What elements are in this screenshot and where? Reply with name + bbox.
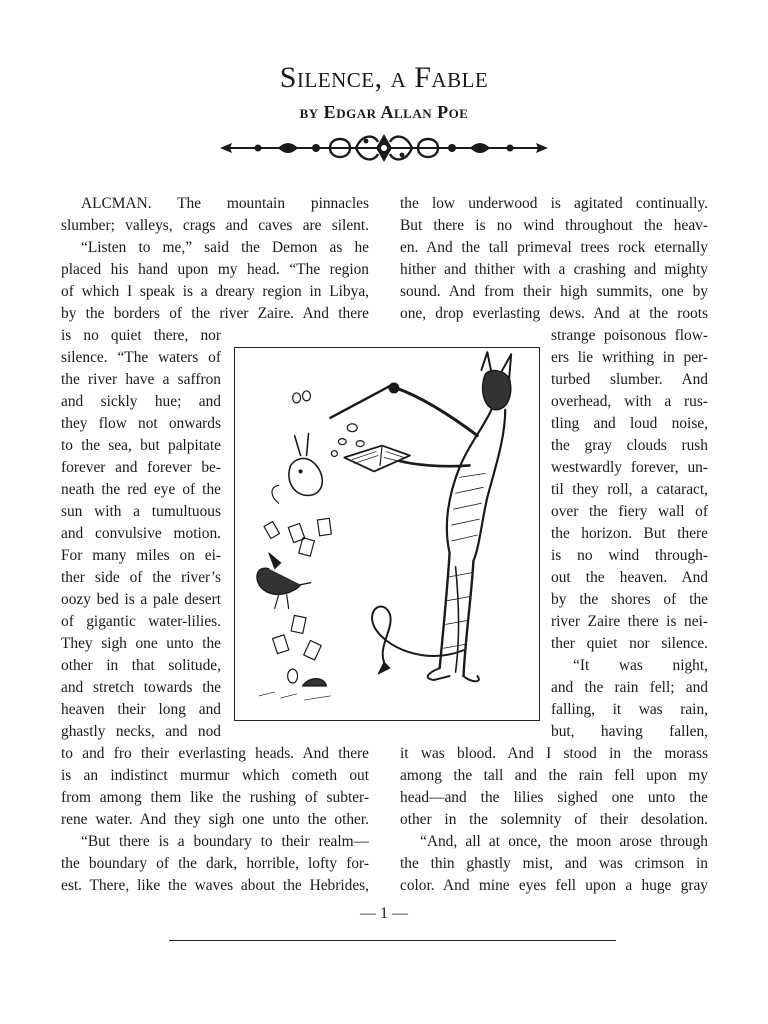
right-column-line: the gray clouds rush — [551, 437, 708, 454]
right-column-line: head—and the lilies sighed one unto the — [400, 789, 708, 806]
left-column-line: is no quiet there, nor — [61, 327, 221, 344]
left-column-line: heaven their long and — [61, 701, 221, 718]
page-title: Silence, a Fable — [279, 61, 489, 94]
right-column-line: “And, all at once, the moon arose through — [420, 833, 708, 850]
right-column-line: sound. And from their high summits, one by — [400, 283, 708, 300]
left-column-line: sun with a tumultuous — [61, 503, 221, 520]
demon-conjuror-illustration-icon — [235, 348, 539, 720]
right-column-line: ers lie writhing in per- — [551, 349, 708, 366]
left-column-line: oozy bed is a pale desert — [61, 591, 221, 608]
right-column-line: the low underwood is agitated continually. — [400, 195, 708, 212]
left-column-line: ther side of the river’s — [61, 569, 221, 586]
right-column-line: but, having fallen, — [551, 723, 708, 740]
left-column-line: the boundary of the dark, horrible, lofty for- — [61, 855, 369, 872]
left-column-line: to and fro their everlasting heads. And there — [61, 745, 369, 762]
right-column-line: color. And mine eyes fell upon a huge gray — [400, 877, 708, 894]
left-column-line: by the borders of the river Zaire. And there — [61, 305, 369, 322]
left-column-line: to the sea, but palpitate — [61, 437, 221, 454]
right-column-line: “It was night, — [573, 657, 708, 674]
footer-rule — [169, 940, 616, 941]
page-number: — 1 — — [360, 905, 408, 922]
right-column-line: out the heaven. And — [551, 569, 708, 586]
right-column-line: tling and loud noise, — [551, 415, 708, 432]
right-column-line: strange poisonous flow- — [551, 327, 708, 344]
right-column-line: by the shores of the — [551, 591, 708, 608]
left-column-line: For many miles on ei- — [61, 547, 221, 564]
left-column-line: slumber; valleys, crags and caves are silent. — [61, 217, 369, 234]
left-column-line: forever and forever be- — [61, 459, 221, 476]
left-column-line: silence. “The waters of — [61, 349, 221, 366]
left-column-line: of gigantic water-lilies. — [61, 613, 221, 630]
right-column-line: other in the solemnity of their desolation. — [400, 811, 708, 828]
left-column-line: “Listen to me,” said the Demon as he — [81, 239, 369, 256]
left-column-line: ghastly necks, and nod — [61, 723, 221, 740]
decorative-scroll-ornament-icon — [218, 130, 550, 166]
illustration-frame — [234, 347, 540, 721]
right-column-line: But there is no wind throughout the heav- — [400, 217, 708, 234]
right-column-line: is no wind through- — [551, 547, 708, 564]
right-column-line: turbed slumber. And — [551, 371, 708, 388]
right-column-line: hither and thither with a crashing and mighty — [400, 261, 708, 278]
right-column-line: the thin ghastly mist, and was crimson in — [400, 855, 708, 872]
left-column-line: and sickly hue; and — [61, 393, 221, 410]
right-column-line: and the rain fell; and — [551, 679, 708, 696]
right-column-line: overhead, with a rus- — [551, 393, 708, 410]
left-column-line: other in that solitude, — [61, 657, 221, 674]
left-column-line: neath the red eye of the — [61, 481, 221, 498]
left-column-line: and stretch towards the — [61, 679, 221, 696]
left-column-line: of which I speak is a dreary region in Libya, — [61, 283, 369, 300]
left-column-line: They sigh one unto the — [61, 635, 221, 652]
right-column-line: westwardly forever, un- — [551, 459, 708, 476]
right-column-line: falling, it was rain, — [551, 701, 708, 718]
left-column-line: and convulsive motion. — [61, 525, 221, 542]
left-column-line: from among them like the rushing of subter- — [61, 789, 369, 806]
right-column-line: one, drop everlasting dews. And at the roots — [400, 305, 708, 322]
right-column-line: river Zaire there is nei- — [551, 613, 708, 630]
right-column-line: it was blood. And I stood in the morass — [400, 745, 708, 762]
right-column-line: en. And the tall primeval trees rock eternally — [400, 239, 708, 256]
left-column-line: the river have a saffron — [61, 371, 221, 388]
left-column-line: they flow not onwards — [61, 415, 221, 432]
right-column-line: til they roll, a cataract, — [551, 481, 708, 498]
left-column-line: “But there is a boundary to their realm— — [81, 833, 369, 850]
left-column-line: is an indistinct murmur which cometh out — [61, 767, 369, 784]
right-column-line: ther quiet nor silence. — [551, 635, 708, 652]
right-column-line: over the fiery wall of — [551, 503, 708, 520]
left-column-line: est. There, like the waves about the Hebrides, — [61, 877, 369, 894]
left-column-line: placed his hand upon my head. “The region — [61, 261, 369, 278]
left-column-line: rene water. And they sigh one unto the other. — [61, 811, 369, 828]
right-column-line: among the tall and the rain fell upon my — [400, 767, 708, 784]
right-column-line: the horizon. But there — [551, 525, 708, 542]
left-column-line: ALCMAN. The mountain pinnacles — [81, 195, 369, 212]
byline: by Edgar Allan Poe — [299, 102, 469, 122]
